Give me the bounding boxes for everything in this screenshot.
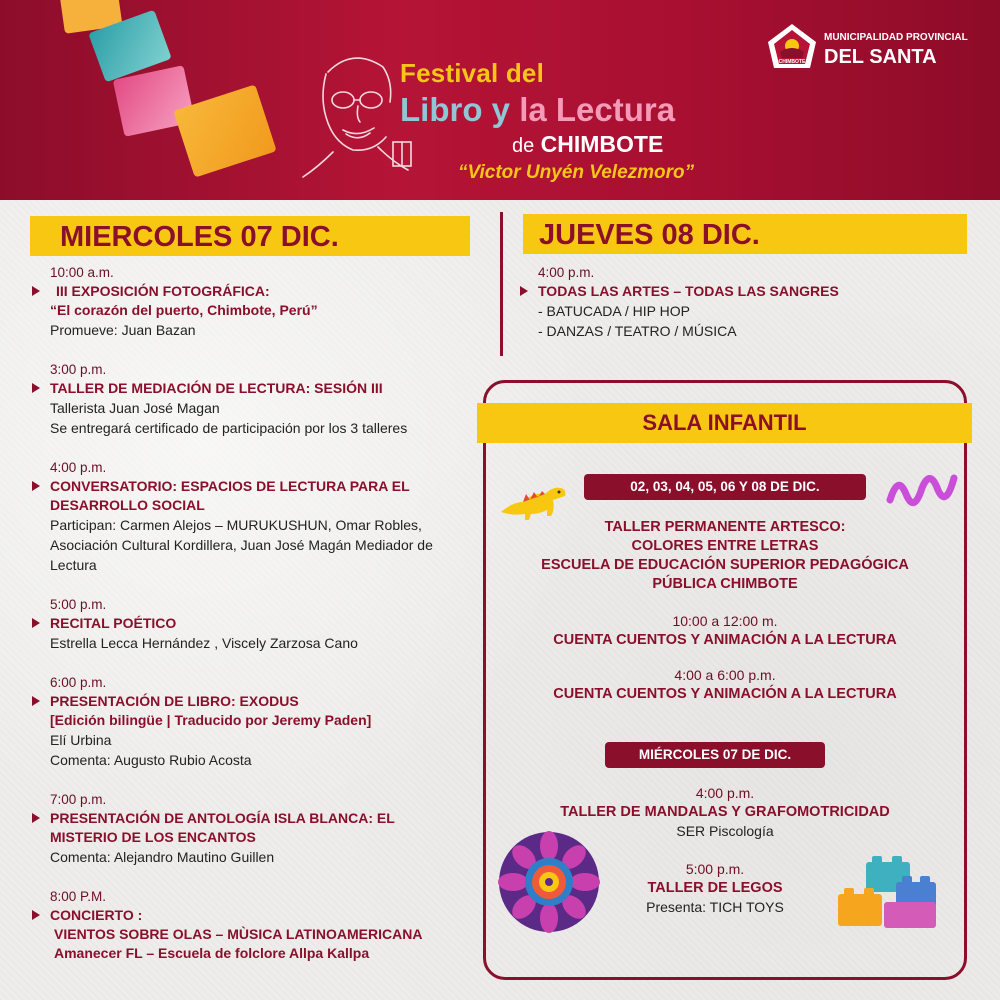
- title-line2: [400, 91, 730, 129]
- thursday-event: [518, 265, 958, 341]
- event-title: [518, 282, 958, 301]
- event-detail: Comenta: Alejandro Mautino Guillen: [50, 849, 275, 865]
- muni-big-text: DEL SANTA: [824, 46, 937, 68]
- event-time: 8:00 P.M.: [50, 889, 107, 904]
- header-banner: [0, 0, 1000, 200]
- wed2-by: Presenta: TICH TOYS: [646, 899, 784, 915]
- event-time: 6:00 p.m.: [50, 675, 107, 690]
- wed1-title: TALLER DE MANDALAS Y GRAFOMOTRICIDAD: [560, 804, 890, 820]
- municipal-crest-icon: [766, 22, 818, 72]
- event-detail: Se entregará certificado de participación por los 3 talleres: [50, 420, 408, 436]
- event-time: 3:00 p.m.: [50, 362, 107, 377]
- event-detail: Elí Urbina: [50, 732, 112, 748]
- event-title-text: CONVERSATORIO: ESPACIOS DE LECTURA PARA EL DESARROLLO SOCIAL: [50, 478, 410, 513]
- list-item: [30, 265, 490, 340]
- workshop-line: ESCUELA DE EDUCACIÓN SUPERIOR PEDAGÓGICA: [541, 557, 909, 573]
- event-time: 7:00 p.m.: [50, 792, 107, 807]
- wed2-title: TALLER DE LEGOS: [647, 880, 783, 896]
- arrow-bullet-icon: [32, 618, 40, 628]
- slot2-title: CUENTA CUENTOS Y ANIMACIÓN A LA LECTURA: [553, 686, 897, 702]
- title-line1: Festival del: [400, 58, 545, 88]
- event-subtitle: Amanecer FL – Escuela de folclore Allpa Kallpa: [54, 945, 370, 961]
- workshop-line: PÚBLICA CHIMBOTE: [652, 576, 798, 592]
- arrow-bullet-icon: [32, 813, 40, 823]
- event-time: 4:00 p.m.: [50, 460, 107, 475]
- event-detail: Participan: Carmen Alejos – MURUKUSHUN, Omar Robles, Asociación Cultural Kordillera, Juan José Magán Mediador de Lectura: [50, 517, 433, 573]
- slot1-time: 10:00 a 12:00 m.: [672, 613, 778, 629]
- workshop-line: COLORES ENTRE LETRAS: [631, 538, 819, 554]
- column-divider: [500, 212, 503, 356]
- portrait-illustration: [298, 42, 413, 182]
- list-item: [30, 889, 490, 963]
- arrow-bullet-icon: [32, 481, 40, 491]
- event-detail: Comenta: Augusto Rubio Acosta: [50, 752, 252, 768]
- wed1-by: SER Piscología: [676, 823, 774, 839]
- wednesday-events: [30, 265, 490, 963]
- list-item: [30, 792, 490, 867]
- event-time: 5:00 p.m.: [50, 597, 107, 612]
- event-subtitle: “El corazón del puerto, Chimbote, Perú”: [50, 302, 318, 318]
- event-title: [30, 906, 490, 925]
- title-libro: Libro y: [400, 91, 511, 128]
- slot2-time: 4:00 a 6:00 p.m.: [674, 667, 776, 683]
- lego-blocks-icon: [836, 852, 940, 932]
- squiggle-icon: [884, 464, 960, 512]
- event-title-text: RECITAL POÉTICO: [50, 615, 177, 631]
- event-title: [30, 379, 490, 398]
- wed2-time: 5:00 p.m.: [685, 861, 745, 877]
- event-detail: Promueve: Juan Bazan: [50, 322, 196, 338]
- workshop-block: [490, 518, 960, 594]
- event-title-text: CONCIERTO :: [50, 907, 143, 923]
- dates-pill: 02, 03, 04, 05, 06 Y 08 DE DIC.: [584, 474, 866, 500]
- event-subtitle: VIENTOS SOBRE OLAS – MÙSICA LATINOAMERICANA: [54, 926, 423, 942]
- event-title: [30, 692, 490, 711]
- event-title-text: TALLER DE MEDIACIÓN DE LECTURA: SESIÓN III: [50, 380, 383, 396]
- event-time: 4:00 p.m.: [538, 265, 595, 280]
- title-line3: [512, 131, 730, 158]
- wednesday-heading: MIERCOLES 07 DIC.: [30, 216, 470, 256]
- list-item: [30, 597, 490, 653]
- wednesday-pill: MIÉRCOLES 07 DE DIC.: [605, 742, 825, 768]
- workshop-line: TALLER PERMANENTE ARTESCO:: [604, 519, 846, 535]
- list-item: [30, 362, 490, 438]
- municipality-brand: [766, 22, 976, 72]
- event-title-text: III EXPOSICIÓN FOTOGRÁFICA:: [56, 283, 270, 299]
- slot1-title: CUENTA CUENTOS Y ANIMACIÓN A LA LECTURA: [553, 632, 897, 648]
- list-item: [30, 675, 490, 770]
- dinosaur-icon: [493, 472, 571, 524]
- muni-logo-text: CHIMBOTE: [778, 59, 806, 65]
- arrow-bullet-icon: [32, 910, 40, 920]
- title-lectura: la Lectura: [519, 91, 676, 128]
- event-title: [30, 614, 490, 633]
- event-title: [30, 809, 460, 847]
- event-detail: - DANZAS / TEATRO / MÚSICA: [538, 323, 737, 339]
- event-detail: Estrella Lecca Hernández , Viscely Zarzosa Cano: [50, 635, 358, 651]
- arrow-bullet-icon: [32, 383, 40, 393]
- festival-title: [400, 58, 730, 184]
- arrow-bullet-icon: [32, 286, 40, 296]
- list-item: [30, 460, 490, 575]
- thursday-heading: JUEVES 08 DIC.: [523, 214, 967, 254]
- muni-small-text: MUNICIPALIDAD PROVINCIAL: [824, 32, 968, 43]
- sala-infantil-heading: SALA INFANTIL: [477, 403, 972, 443]
- arrow-bullet-icon: [520, 286, 528, 296]
- wed2-block: [590, 860, 840, 917]
- mandala-icon: [495, 828, 603, 936]
- slot2-block: [490, 666, 960, 704]
- event-title-text: TODAS LAS ARTES – TODAS LAS SANGRES: [538, 283, 839, 299]
- event-time: 10:00 a.m.: [50, 265, 114, 280]
- tribute-name: “Victor Unyén Velezmoro”: [458, 162, 695, 183]
- event-detail: Tallerista Juan José Magan: [50, 400, 220, 416]
- arrow-bullet-icon: [32, 696, 40, 706]
- event-detail: - BATUCADA / HIP HOP: [538, 303, 690, 319]
- event-title: [30, 477, 420, 515]
- slot1-block: [490, 612, 960, 650]
- title-de: de: [512, 135, 535, 157]
- wed1-time: 4:00 p.m.: [695, 785, 755, 801]
- event-title-text: PRESENTACIÓN DE LIBRO: EXODUS: [50, 693, 299, 709]
- event-title: [30, 282, 490, 301]
- event-subtitle: [Edición bilingüe | Traducido por Jeremy Paden]: [50, 712, 372, 728]
- title-city: CHIMBOTE: [540, 131, 664, 157]
- event-title-text: PRESENTACIÓN DE ANTOLOGÍA ISLA BLANCA: EL MISTERIO DE LOS ENCANTOS: [50, 810, 395, 845]
